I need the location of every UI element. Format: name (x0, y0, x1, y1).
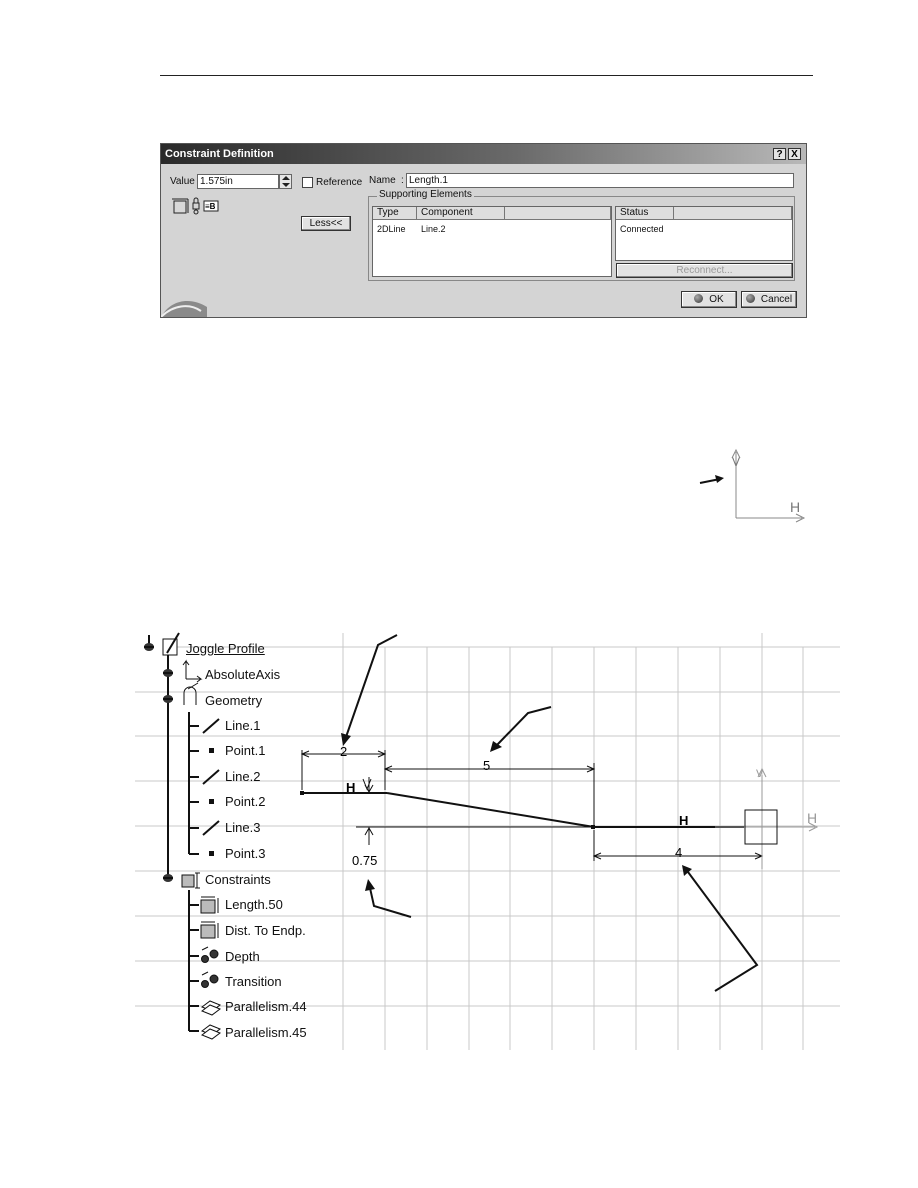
pointer-arrow-icon (700, 475, 724, 483)
reference-label: Reference (316, 177, 363, 188)
dimension-icon (172, 199, 188, 213)
cancel-button[interactable]: Cancel (741, 291, 797, 308)
reference-checkbox[interactable] (302, 177, 313, 188)
row-type[interactable]: 2DLine (377, 224, 406, 234)
dim-value-5: 5 (483, 758, 491, 773)
tree-item-line-2[interactable]: Line.2 (225, 769, 261, 784)
tree-item-transition[interactable]: Transition (225, 974, 282, 989)
dimension-lines (302, 750, 762, 861)
column-status-empty (674, 207, 792, 220)
tree-root-joggle-profile[interactable]: Joggle Profile (186, 641, 265, 656)
help-button[interactable]: ? (773, 148, 786, 160)
formula-icon (204, 201, 218, 211)
name-input[interactable]: Length.1 (406, 173, 794, 188)
point-icons (209, 748, 214, 856)
axis-h-label: H (790, 499, 801, 515)
tree-item-constraints[interactable]: Constraints (205, 872, 271, 887)
sketch-canvas[interactable] (135, 625, 840, 1050)
tree-item-parallelism-44[interactable]: Parallelism.44 (225, 999, 307, 1014)
tree-item-line-3[interactable]: Line.3 (225, 820, 261, 835)
less-button[interactable]: Less<< (301, 216, 351, 231)
name-separator: : (401, 175, 404, 186)
dim-value-2: 2 (340, 744, 348, 759)
dialog-titlebar (161, 144, 806, 164)
svg-text:≡B: ≡B (205, 202, 216, 211)
absolute-axis-icon (183, 661, 201, 682)
dialog-title: Constraint Definition (165, 148, 274, 160)
sketch-root-icon (163, 633, 179, 655)
sketch-axis-v: V (756, 768, 764, 780)
row-component[interactable]: Line.2 (421, 224, 446, 234)
dim-value-075: 0.75 (352, 853, 378, 868)
ok-icon (694, 294, 703, 303)
column-status[interactable]: Status (616, 207, 674, 220)
value-spinner[interactable] (279, 174, 292, 189)
sketch-axis-h: H (807, 810, 818, 826)
ok-button[interactable]: OK (681, 291, 737, 308)
length-icons (201, 897, 218, 938)
constraint-definition-dialog (160, 143, 807, 318)
tree-item-parallelism-45[interactable]: Parallelism.45 (225, 1025, 307, 1040)
callout-arrowheads (341, 733, 692, 891)
axis-figure (690, 444, 820, 534)
tree-item-depth[interactable]: Depth (225, 949, 260, 964)
constraints-icon (182, 873, 200, 888)
tree-item-geometry[interactable]: Geometry (205, 693, 263, 708)
tree-item-point-1[interactable]: Point.1 (225, 743, 266, 758)
h-marker-2: H (679, 813, 689, 828)
status-table[interactable] (615, 206, 793, 261)
tree-item-point-3[interactable]: Point.3 (225, 846, 266, 861)
formula-icons (202, 947, 219, 988)
constraint-icons (171, 197, 231, 217)
brand-swoosh-icon (161, 293, 207, 317)
tree-connectors (149, 635, 199, 1031)
lock-icon (193, 198, 199, 214)
parallelism-icons (202, 1001, 220, 1039)
value-label: Value (170, 176, 195, 187)
h-marker-1: H (346, 780, 356, 795)
supporting-elements-title: Supporting Elements (379, 189, 472, 200)
column-empty (505, 207, 611, 220)
tree-item-line-1[interactable]: Line.1 (225, 718, 261, 733)
column-component[interactable]: Component (417, 207, 505, 220)
cancel-icon (746, 294, 755, 303)
tree-item-length-50[interactable]: Length.50 (225, 897, 283, 912)
dim-value-4: 4 (675, 845, 683, 860)
axis-v-label: V (732, 455, 741, 469)
h-axis (736, 514, 804, 522)
value-input[interactable]: 1.575in (197, 174, 279, 189)
geometry-icon (184, 683, 198, 705)
status-value: Connected (620, 224, 664, 234)
reconnect-button[interactable]: Reconnect... (616, 263, 793, 278)
column-type[interactable]: Type (373, 207, 417, 220)
tree-item-dist-to-endp[interactable]: Dist. To Endp. (225, 923, 306, 938)
sketch-axis (715, 769, 817, 869)
name-label: Name (369, 175, 396, 186)
profile-endpoints (300, 791, 595, 829)
page-rule (160, 75, 813, 76)
tree-item-point-2[interactable]: Point.2 (225, 794, 266, 809)
supporting-table[interactable] (372, 206, 612, 277)
tree-item-absolute-axis[interactable]: AbsoluteAxis (205, 667, 281, 682)
close-button[interactable]: X (788, 148, 801, 160)
